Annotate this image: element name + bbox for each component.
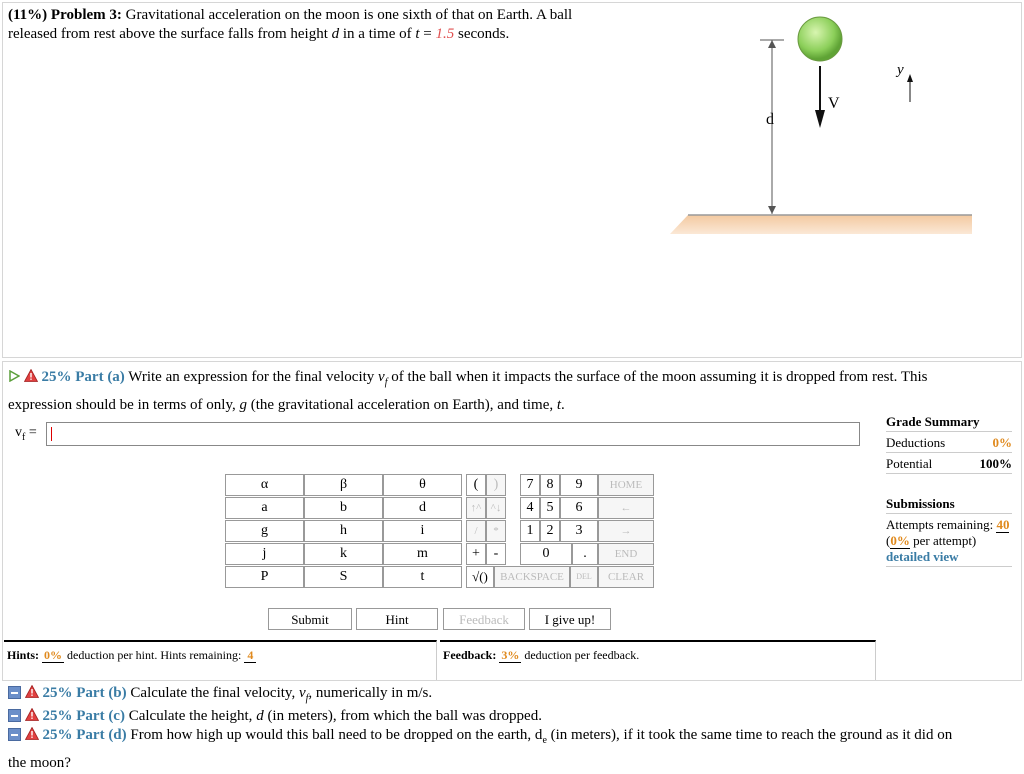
deductions-value: 0% <box>992 435 1012 450</box>
key-8[interactable]: 8 <box>540 474 560 496</box>
key-d[interactable]: d <box>383 497 462 519</box>
d-label: d <box>766 111 774 128</box>
part-b-name: Part (b) <box>76 685 127 701</box>
part-a-vf: v <box>378 369 385 385</box>
part-c-weight: 25% <box>42 708 73 724</box>
key-paren-close[interactable]: ) <box>486 474 506 496</box>
text-caret <box>51 427 52 441</box>
key-minus[interactable]: - <box>486 543 506 565</box>
part-a-text-2b: (the gravitational acceleration on Earth), and time, <box>247 397 557 413</box>
part-b-vf-sub: f <box>305 693 309 704</box>
key-backspace[interactable]: BACKSPACE <box>494 566 570 588</box>
deductions-label: Deductions <box>886 435 946 450</box>
part-d-sub: e <box>542 735 547 746</box>
key-left[interactable]: ← <box>598 497 654 519</box>
key-multiply[interactable]: * <box>486 520 506 542</box>
potential-label: Potential <box>886 456 933 471</box>
collapsed-part-icon[interactable] <box>8 728 21 741</box>
problem-text-2b: in a time of <box>339 26 416 42</box>
grade-summary-title: Grade Summary <box>886 414 980 429</box>
part-c-text: Calculate the height, <box>128 708 257 724</box>
collapsed-part-icon[interactable] <box>8 709 21 722</box>
key-up-arrow[interactable]: ↑^ <box>466 497 486 519</box>
part-d-row[interactable] <box>8 724 1018 774</box>
submissions-title: Submissions <box>886 496 955 511</box>
key-h[interactable]: h <box>304 520 383 542</box>
key-2[interactable]: 2 <box>540 520 560 542</box>
warning-icon <box>24 369 38 382</box>
key-6[interactable]: 6 <box>560 497 598 519</box>
key-P[interactable]: P <box>225 566 304 588</box>
part-a-text-1b: of the ball when it impacts the surface of the moon assuming it is dropped from rest. This <box>387 369 928 385</box>
key-clear[interactable]: CLEAR <box>598 566 654 588</box>
part-d-weight: 25% <box>42 727 73 743</box>
part-c-name: Part (c) <box>76 708 125 724</box>
velocity-arrow <box>815 110 825 128</box>
expand-triangle-icon[interactable] <box>8 370 20 382</box>
part-a-text-2a: expression should be in terms of only, <box>8 397 240 413</box>
problem-eq: = <box>419 26 436 42</box>
answer-input[interactable] <box>46 422 860 446</box>
key-5[interactable]: 5 <box>540 497 560 519</box>
answer-label <box>15 425 37 443</box>
feedback-text: deduction per feedback. <box>524 648 640 662</box>
part-d-text: From how high up would this ball need to be dropped on the earth, d <box>130 727 543 743</box>
time-value: 1.5 <box>435 26 455 42</box>
submit-button[interactable]: Submit <box>268 608 352 630</box>
feedback-box <box>440 640 876 680</box>
height-arrow-down <box>768 206 776 214</box>
key-7[interactable]: 7 <box>520 474 540 496</box>
y-axis-arrow <box>907 74 913 82</box>
key-g[interactable]: g <box>225 520 304 542</box>
key-t[interactable]: t <box>383 566 462 588</box>
key-1[interactable]: 1 <box>520 520 540 542</box>
part-d-text-3: the moon? <box>8 755 71 771</box>
per-attempt-text: per attempt) <box>909 533 977 548</box>
part-a-weight: 25% <box>41 369 72 385</box>
part-a-text-2c: . <box>561 397 565 413</box>
key-plus[interactable]: + <box>466 543 486 565</box>
feedback-button[interactable]: Feedback <box>443 608 525 630</box>
answer-label-sub: f <box>22 431 26 443</box>
key-end[interactable]: END <box>598 543 654 565</box>
attempts-label: Attempts remaining: <box>886 517 994 532</box>
key-b[interactable]: b <box>304 497 383 519</box>
per-attempt-open: ( <box>886 533 891 548</box>
problem-text-2c: seconds. <box>454 26 510 42</box>
hints-label: Hints: <box>7 648 40 662</box>
ball <box>798 17 842 61</box>
part-a-t: t <box>556 397 562 413</box>
key-0[interactable]: 0 <box>520 543 572 565</box>
key-theta[interactable]: θ <box>383 474 462 496</box>
part-d-name: Part (d) <box>76 727 127 743</box>
hints-remaining: 4 <box>244 648 256 663</box>
attempts-value: 40 <box>996 517 1010 532</box>
key-a[interactable]: a <box>225 497 304 519</box>
part-a-vf-sub: f <box>384 377 388 388</box>
key-4[interactable]: 4 <box>520 497 540 519</box>
key-j[interactable]: j <box>225 543 304 565</box>
answer-label-v: v <box>15 425 22 440</box>
key-beta[interactable]: β <box>304 474 383 496</box>
problem-label: Problem 3: <box>50 7 122 23</box>
warning-icon <box>25 727 39 740</box>
ground <box>670 215 972 234</box>
warning-icon <box>25 708 39 721</box>
y-label: y <box>897 62 904 78</box>
key-k[interactable]: k <box>304 543 383 565</box>
warning-icon <box>25 685 39 698</box>
per-attempt-pct: 0% <box>890 533 910 548</box>
answer-label-eq: = <box>25 425 37 440</box>
key-divide[interactable]: / <box>466 520 486 542</box>
part-c-text-2: (in meters), from which the ball was dropped. <box>263 708 542 724</box>
problem-d: d <box>331 26 340 42</box>
hints-box <box>4 640 437 680</box>
collapsed-part-icon[interactable] <box>8 686 21 699</box>
part-a-header <box>8 366 1008 416</box>
part-b-text: Calculate the final velocity, <box>130 685 299 701</box>
part-b-vf: v <box>298 685 306 701</box>
problem-text-2a: released from rest above the surface falls from height <box>8 26 332 42</box>
key-dot[interactable]: . <box>572 543 598 565</box>
height-arrow-up <box>768 40 776 48</box>
v-label: V <box>828 95 840 112</box>
feedback-label: Feedback: <box>443 648 497 662</box>
problem-weight: (11%) <box>8 7 48 23</box>
key-i[interactable]: i <box>383 520 462 542</box>
problem-text-1: Gravitational acceleration on the moon is one sixth of that on Earth. A ball <box>125 7 573 23</box>
problem-t: t <box>415 26 420 42</box>
part-a-text-1a: Write an expression for the final velocity <box>128 369 379 385</box>
key-home[interactable]: HOME <box>598 474 654 496</box>
key-right[interactable]: → <box>598 520 654 542</box>
feedback-pct: 3% <box>501 648 520 662</box>
part-d-text-2: (in meters), if it took the same time to reach the ground as it did on <box>546 727 953 743</box>
problem-statement <box>8 6 648 44</box>
part-b-text-2: , numerically in m/s. <box>308 685 433 701</box>
key-sqrt[interactable]: √() <box>466 566 494 588</box>
key-m[interactable]: m <box>383 543 462 565</box>
part-c-d: d <box>256 708 264 724</box>
key-9[interactable]: 9 <box>560 474 598 496</box>
give-up-button[interactable]: I give up! <box>529 608 611 630</box>
part-b-weight: 25% <box>42 685 73 701</box>
detailed-view-link[interactable]: detailed view <box>886 549 959 564</box>
key-3[interactable]: 3 <box>560 520 598 542</box>
hint-button[interactable]: Hint <box>356 608 438 630</box>
hints-text: deduction per hint. Hints remaining: <box>67 648 242 662</box>
hints-pct: 0% <box>44 648 63 662</box>
potential-value: 100% <box>979 456 1012 471</box>
key-paren-open[interactable]: ( <box>466 474 486 496</box>
grade-summary <box>886 414 1012 567</box>
key-alpha[interactable]: α <box>225 474 304 496</box>
key-down-arrow[interactable]: ^↓ <box>486 497 506 519</box>
part-a-name: Part (a) <box>75 369 125 385</box>
problem-diagram <box>660 12 980 242</box>
key-del[interactable]: DEL <box>570 566 598 588</box>
part-a-g: g <box>239 397 247 413</box>
key-S[interactable]: S <box>304 566 383 588</box>
